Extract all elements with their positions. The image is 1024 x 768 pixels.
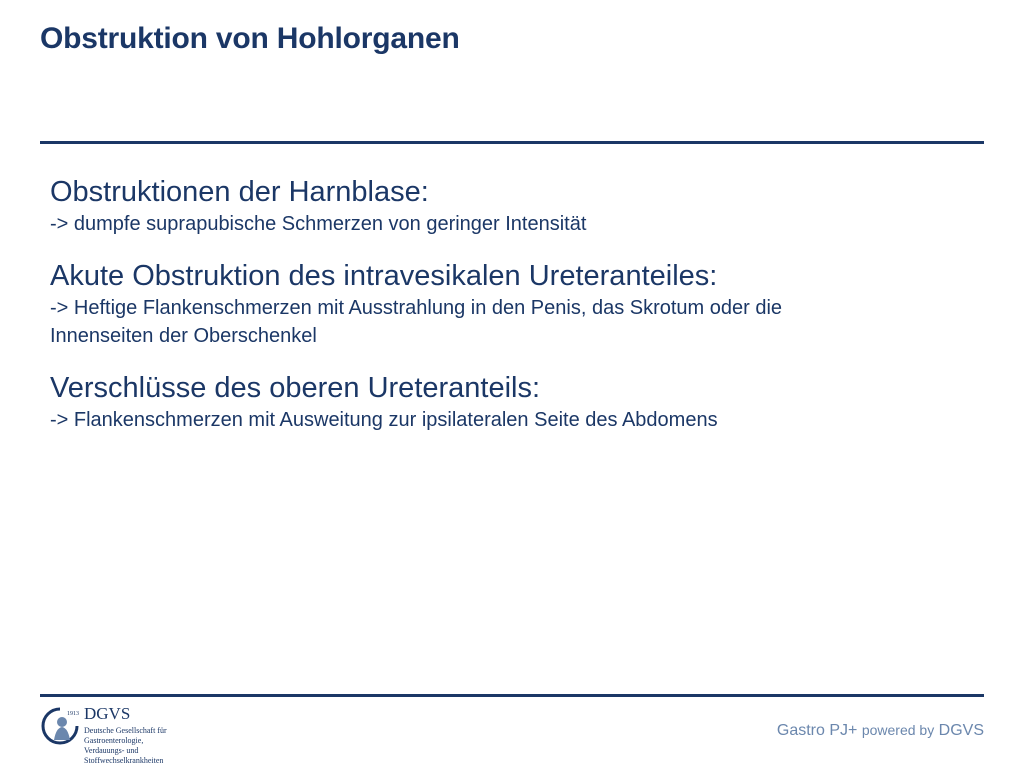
- logo-subtitle: Deutsche Gesellschaft für Gastroenterologie, Verdauungs- und Stoffwechselkrankheiten: [84, 726, 167, 765]
- section-text: -> Flankenschmerzen mit Ausweitung zur ipsilateralen Seite des Abdomens: [50, 409, 718, 431]
- title-divider: [40, 141, 984, 144]
- section-text: Innenseiten der Oberschenkel: [50, 325, 317, 347]
- footer-powered-by: powered by: [861, 722, 935, 738]
- dgvs-logo: [40, 704, 180, 764]
- section-heading: Obstruktionen der Harnblase:: [50, 176, 429, 208]
- footer-divider: [40, 694, 984, 697]
- section-heading: Akute Obstruktion des intravesikalen Ureteranteiles:: [50, 260, 718, 292]
- footer-brand: Gastro PJ+: [776, 722, 858, 739]
- slide-content: [50, 174, 1000, 454]
- slide-title: Obstruktion von Hohlorganen: [40, 22, 460, 55]
- dgvs-emblem-icon: [40, 706, 80, 746]
- section-text: -> dumpfe suprapubische Schmerzen von geringer Intensität: [50, 213, 587, 235]
- section-text: -> Heftige Flankenschmerzen mit Ausstrahlung in den Penis, das Skrotum oder die: [50, 297, 783, 319]
- section-oberer-ureter: [50, 370, 1000, 434]
- footer-org: DGVS: [938, 722, 984, 739]
- logo-name: DGVS: [84, 704, 131, 723]
- section-heading: Verschlüsse des oberen Ureteranteils:: [50, 372, 541, 404]
- section-intravesikal: [50, 258, 1000, 350]
- svg-text:1913: 1913: [67, 711, 79, 717]
- section-harnblase: [50, 174, 1000, 238]
- footer-credit: [777, 722, 984, 740]
